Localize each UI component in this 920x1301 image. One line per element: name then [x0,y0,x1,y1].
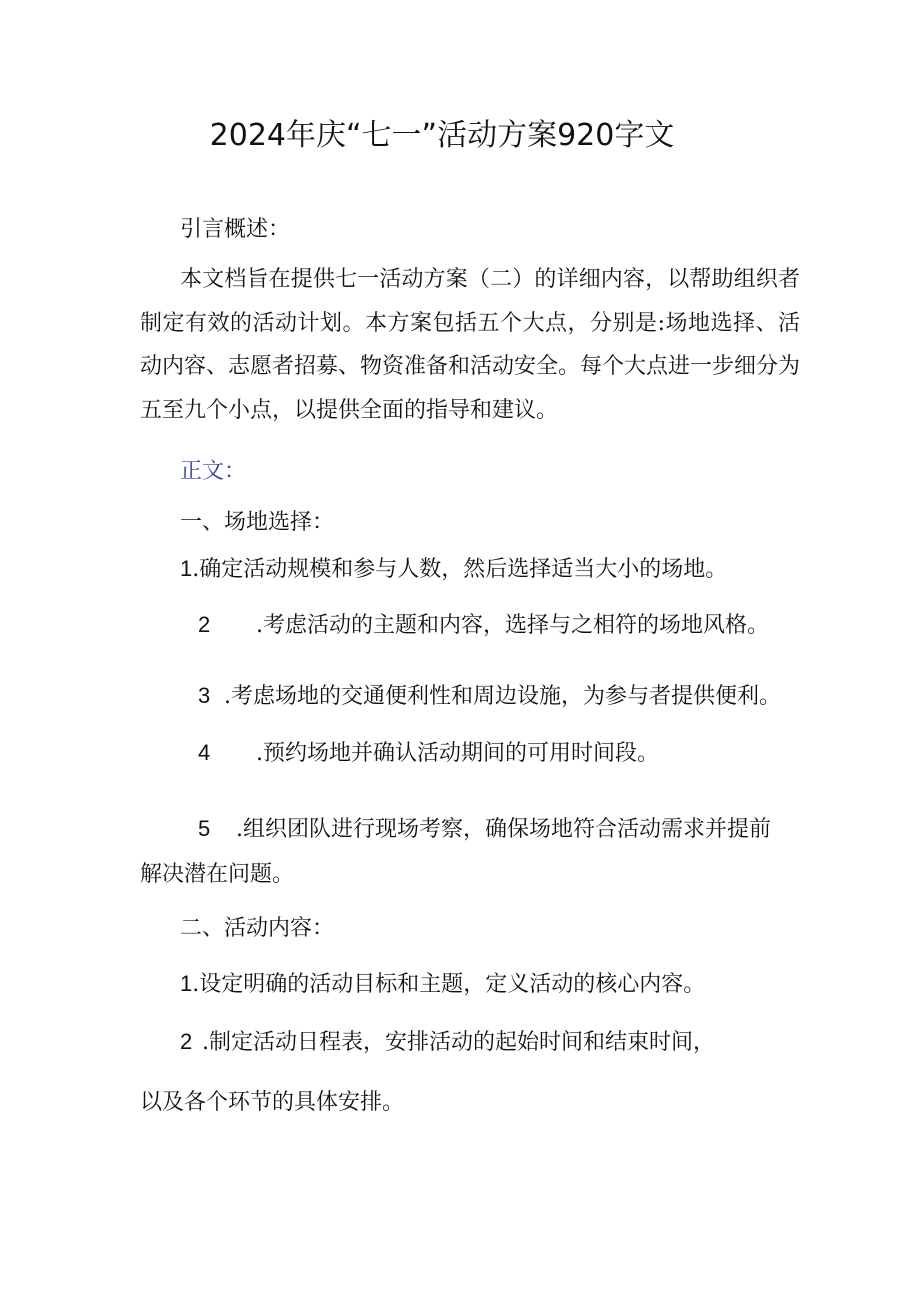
item-number: 4 [198,740,211,765]
item-number: 5 [198,816,211,841]
item-text: .组织团队进行现场考察，确保场地符合活动需求并提前 [236,817,771,842]
section-heading: 二、活动内容： [180,916,335,941]
list-item [180,968,705,1001]
item-text: .预约场地并确认活动期间的可用时间段。 [256,741,659,766]
item-number: 2 [198,612,211,637]
section-heading: 一、场地选择： [180,510,335,535]
item-number: 1 [180,556,193,581]
document-title: 2024年庆“七一”活动方案920字文 [209,118,675,153]
intro-paragraph: 本文档旨在提供七一活动方案（二）的详细内容，以帮助组织者制定有效的活动计划。本方案包括五个大点，分别是:场地选择、活动内容、志愿者招募、物资准备和活动安全。每个大点进一步细分为五至九个小点，以提供全面的指导和建议。 [140,267,801,423]
list-item [198,813,771,846]
item-number: 3 [198,683,211,708]
item-text: .设定明确的活动目标和主题，定义活动的核心内容。 [192,972,706,997]
list-item [198,737,659,770]
item-continuation: 解决潜在问题。 [140,862,295,887]
item-text: .制定活动日程表，安排活动的起始时间和结束时间， [202,1030,715,1055]
item-number: 1 [180,971,193,996]
item-text: .考虑活动的主题和内容，选择与之相符的场地风格。 [256,613,769,638]
intro-heading: 引言概述： [180,217,291,242]
list-item [198,680,781,713]
list-item [198,609,769,642]
item-text: .考虑场地的交通便利性和周边设施，为参与者提供便利。 [224,684,781,709]
list-item [180,553,727,586]
item-text: .确定活动规模和参与人数，然后选择适当大小的场地。 [192,557,728,582]
body-heading: 正文： [180,459,247,484]
list-item [180,1026,715,1059]
item-continuation: 以及各个环节的具体安排。 [140,1090,405,1115]
item-number: 2 [180,1029,193,1054]
